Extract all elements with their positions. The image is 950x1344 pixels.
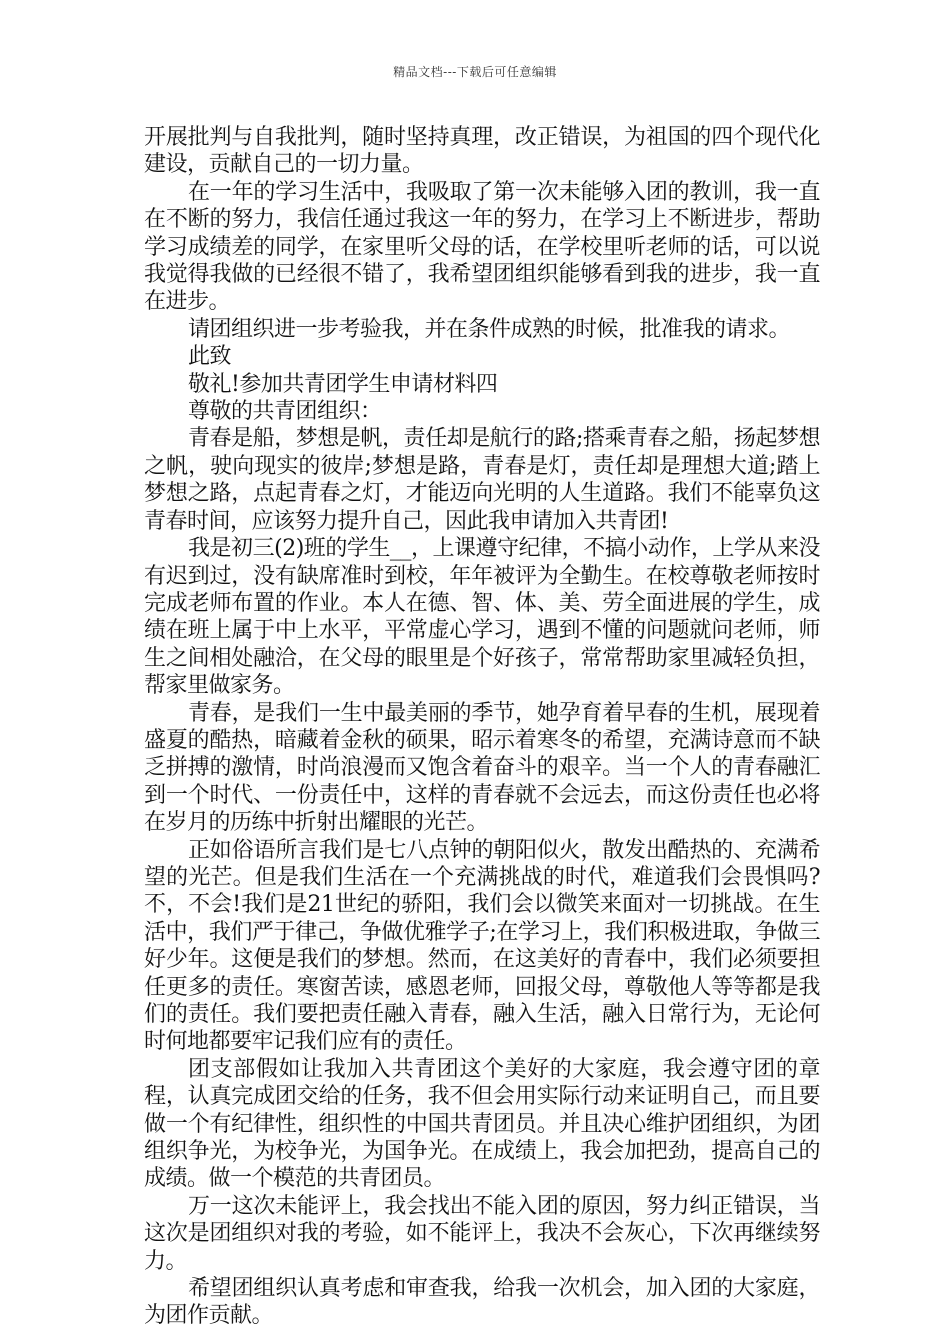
paragraph-8: 我是初三(2)班的学生__，上课遵守纪律，不搞小动作，上学从来没有迟到过，没有缺席准时到校，年年被评为全勤生。在校尊敬老师按时完成老师布置的作业。本人在德、智、体、美、劳全面进展的学生，成绩在班上属于中上水平，平常虚心学习，遇到不懂的问题就问老师，师生之间相处融洽，在父母的眼里是个好孩子，常常帮助家里减轻负担，帮家里做家务。 [144, 536, 820, 699]
paragraph-1: 开展批判与自我批判，随时坚持真理，改正错误，为祖国的四个现代化建设，贡献自己的一切力量。 [144, 125, 820, 178]
paragraph-6: 尊敬的共青团组织： [188, 399, 382, 425]
paragraph-7: 青春是船，梦想是帆，责任却是航行的路;搭乘青春之船，扬起梦想之帆，驶向现实的彼岸;梦想是路，青春是灯，责任却是理想大道;踏上梦想之路，点起青春之灯，才能迈向光明的人生道路。我们不能辜负这青春时间，应该努力提升自己，因此我申请加入共青团! [144, 426, 820, 534]
paragraph-13: 希望团组织认真考虑和审查我，给我一次机会，加入团的大家庭，为团作贡献。 [144, 1276, 820, 1329]
paragraph-11: 团支部假如让我加入共青团这个美好的大家庭，我会遵守团的章程，认真完成团交给的任务，我不但会用实际行动来证明自己，而且要做一个有纪律性，组织性的中国共青团员。并且决心维护团组织，为团组织争光，为校争光，为国争光。在成绩上，我会加把劲，提高自己的成绩。做一个模范的共青团员。 [144, 1056, 820, 1192]
paragraph-5: 敬礼!参加共青团学生申请材料四 [188, 371, 498, 397]
paragraph-3: 请团组织进一步考验我，并在条件成熟的时候，批准我的请求。 [188, 316, 791, 342]
page-header: 精品文档---下载后可任意编辑 [393, 65, 557, 79]
document-body [144, 124, 820, 1330]
paragraph-2: 在一年的学习生活中，我吸取了第一次未能够入团的教训，我一直在不断的努力，我信任通过我这一年的努力，在学习上不断进步，帮助学习成绩差的同学，在家里听父母的话，在学校里听老师的话，可以说我觉得我做的已经很不错了，我希望团组织能够看到我的进步，我一直在进步。 [144, 179, 820, 315]
paragraph-10: 正如俗语所言我们是七八点钟的朝阳似火，散发出酷热的、充满希望的光芒。但是我们生活在一个充满挑战的时代，难道我们会畏惧吗?不，不会!我们是21世纪的骄阳，我们会以微笑来面对一切挑战。在生活中，我们严于律己，争做优雅学子;在学习上，我们积极进取，争做三好少年。这便是我们的梦想。然而，在这美好的青春中，我们必须要担任更多的责任。寒窗苦读，感恩老师，回报父母，尊敬他人等等都是我们的责任。我们要把责任融入青春，融入生活，融入日常行为，无论何时何地都要牢记我们应有的责任。 [144, 837, 820, 1055]
paragraph-9: 青春，是我们一生中最美丽的季节，她孕育着早春的生机，展现着盛夏的酷热，暗藏着金秋的硕果，昭示着寒冬的希望，充满诗意而不缺乏拼搏的激情，时尚浪漫而又饱含着奋斗的艰辛。当一个人的青春融汇到一个时代、一份责任中，这样的青春就不会远去，而这份责任也必将在岁月的历练中折射出耀眼的光芒。 [144, 700, 820, 836]
paragraph-4: 此致 [188, 344, 232, 370]
paragraph-12: 万一这次未能评上，我会找出不能入团的原因，努力纠正错误，当这次是团组织对我的考验，如不能评上，我决不会灰心，下次再继续努力。 [144, 1193, 820, 1274]
